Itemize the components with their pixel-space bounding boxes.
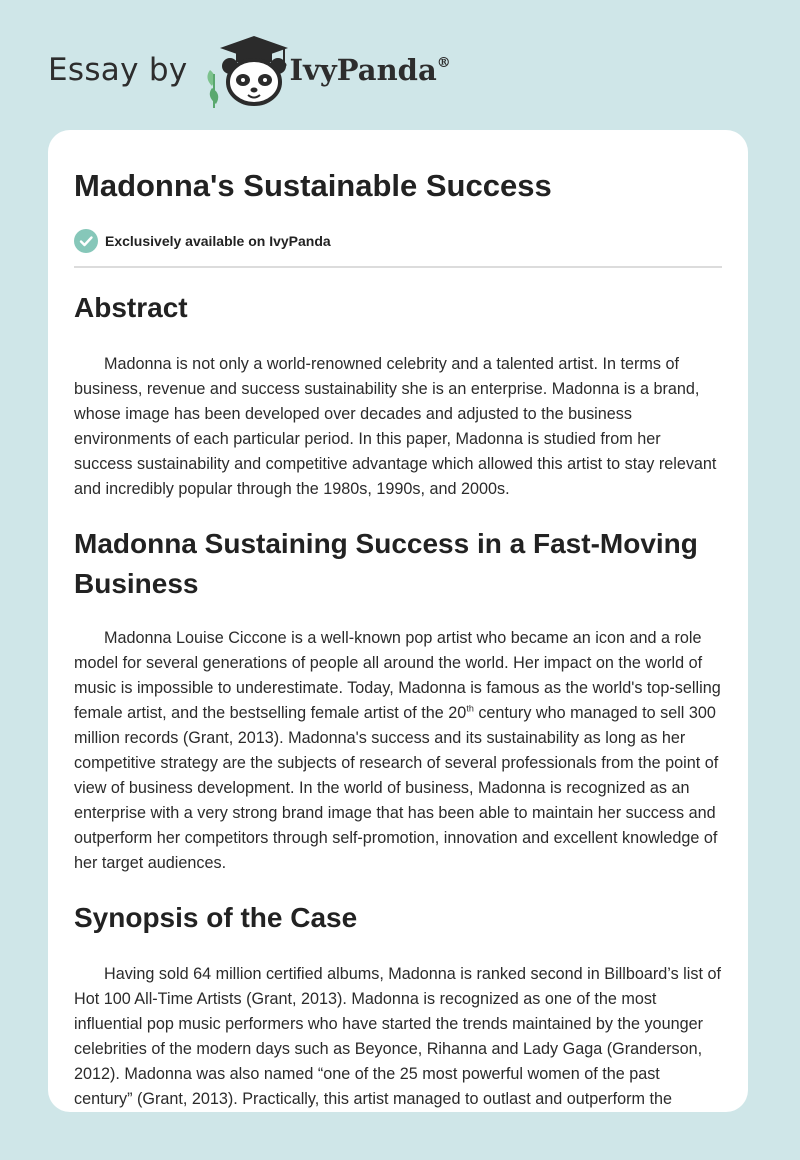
section-paragraph-sustaining-success: Madonna Louise Ciccone is a well-known pop artist who became an icon and a role model for several generations of people all around the world. Her impact on the world of music is impossible to underestimate. Today, Madonna is famous as the world's top-selling female artist, and the bestselling female artist of the 20th century who managed to sell 300 million records (Grant, 2013). Madonna's success and its sustainability as long as her competitive strategy are the subjects of research of several professionals from the point of view of business development. In the world of business, Madonna is recognized as an enterprise with a very strong brand image that has been able to maintain her success and outperform her competitors through self-promotion, innovation and excellent knowledge of her target audiences. [74,629,721,872]
badge-label: Exclusively available on IvyPanda [105,233,331,249]
trademark-symbol: ® [436,55,451,71]
site-header [48,30,451,110]
essay-card [48,130,748,1112]
essay-by-label: Essay by [48,52,188,88]
section-paragraph-synopsis: Having sold 64 million certified albums, Madonna is ranked second in Billboard’s list of Hot 100 All-Time Artists (Grant, 2013). Madonna is recognized as one of the most influential pop music performers who have started the trends maintained by the younger celebrities of the modern days such as Beyonce, Rihanna and Lady Gaga (Granderson, 2012). Madonna was also named “one of the 25 most powerful women of the past century” (Grant, 2013). Practically, this artist managed to outlast and outperform the [74,965,721,1108]
section-heading-abstract: Abstract [74,292,188,323]
section-heading-synopsis: Synopsis of the Case [74,902,358,933]
panda-graduate-icon[interactable] [198,30,294,110]
page-title: Madonna's Sustainable Success [74,168,552,203]
check-icon [74,229,98,253]
section-heading-sustaining-success: Madonna Sustaining Success in a Fast-Moving Business [74,528,698,599]
brand-name[interactable]: IvyPanda® [289,53,451,87]
exclusive-badge [74,228,722,254]
section-paragraph-abstract: Madonna is not only a world-renowned celebrity and a talented artist. In terms of business, revenue and success sustainability she is an enterprise. Madonna is a brand, whose image has been developed over decades and adjusted to the business environments of each particular period. In this paper, Madonna is studied from her success sustainability and competitive advantage which allowed this artist to stay relevant and incredibly popular through the 1980s, 1990s, and 2000s. [74,355,717,498]
divider [74,266,722,268]
